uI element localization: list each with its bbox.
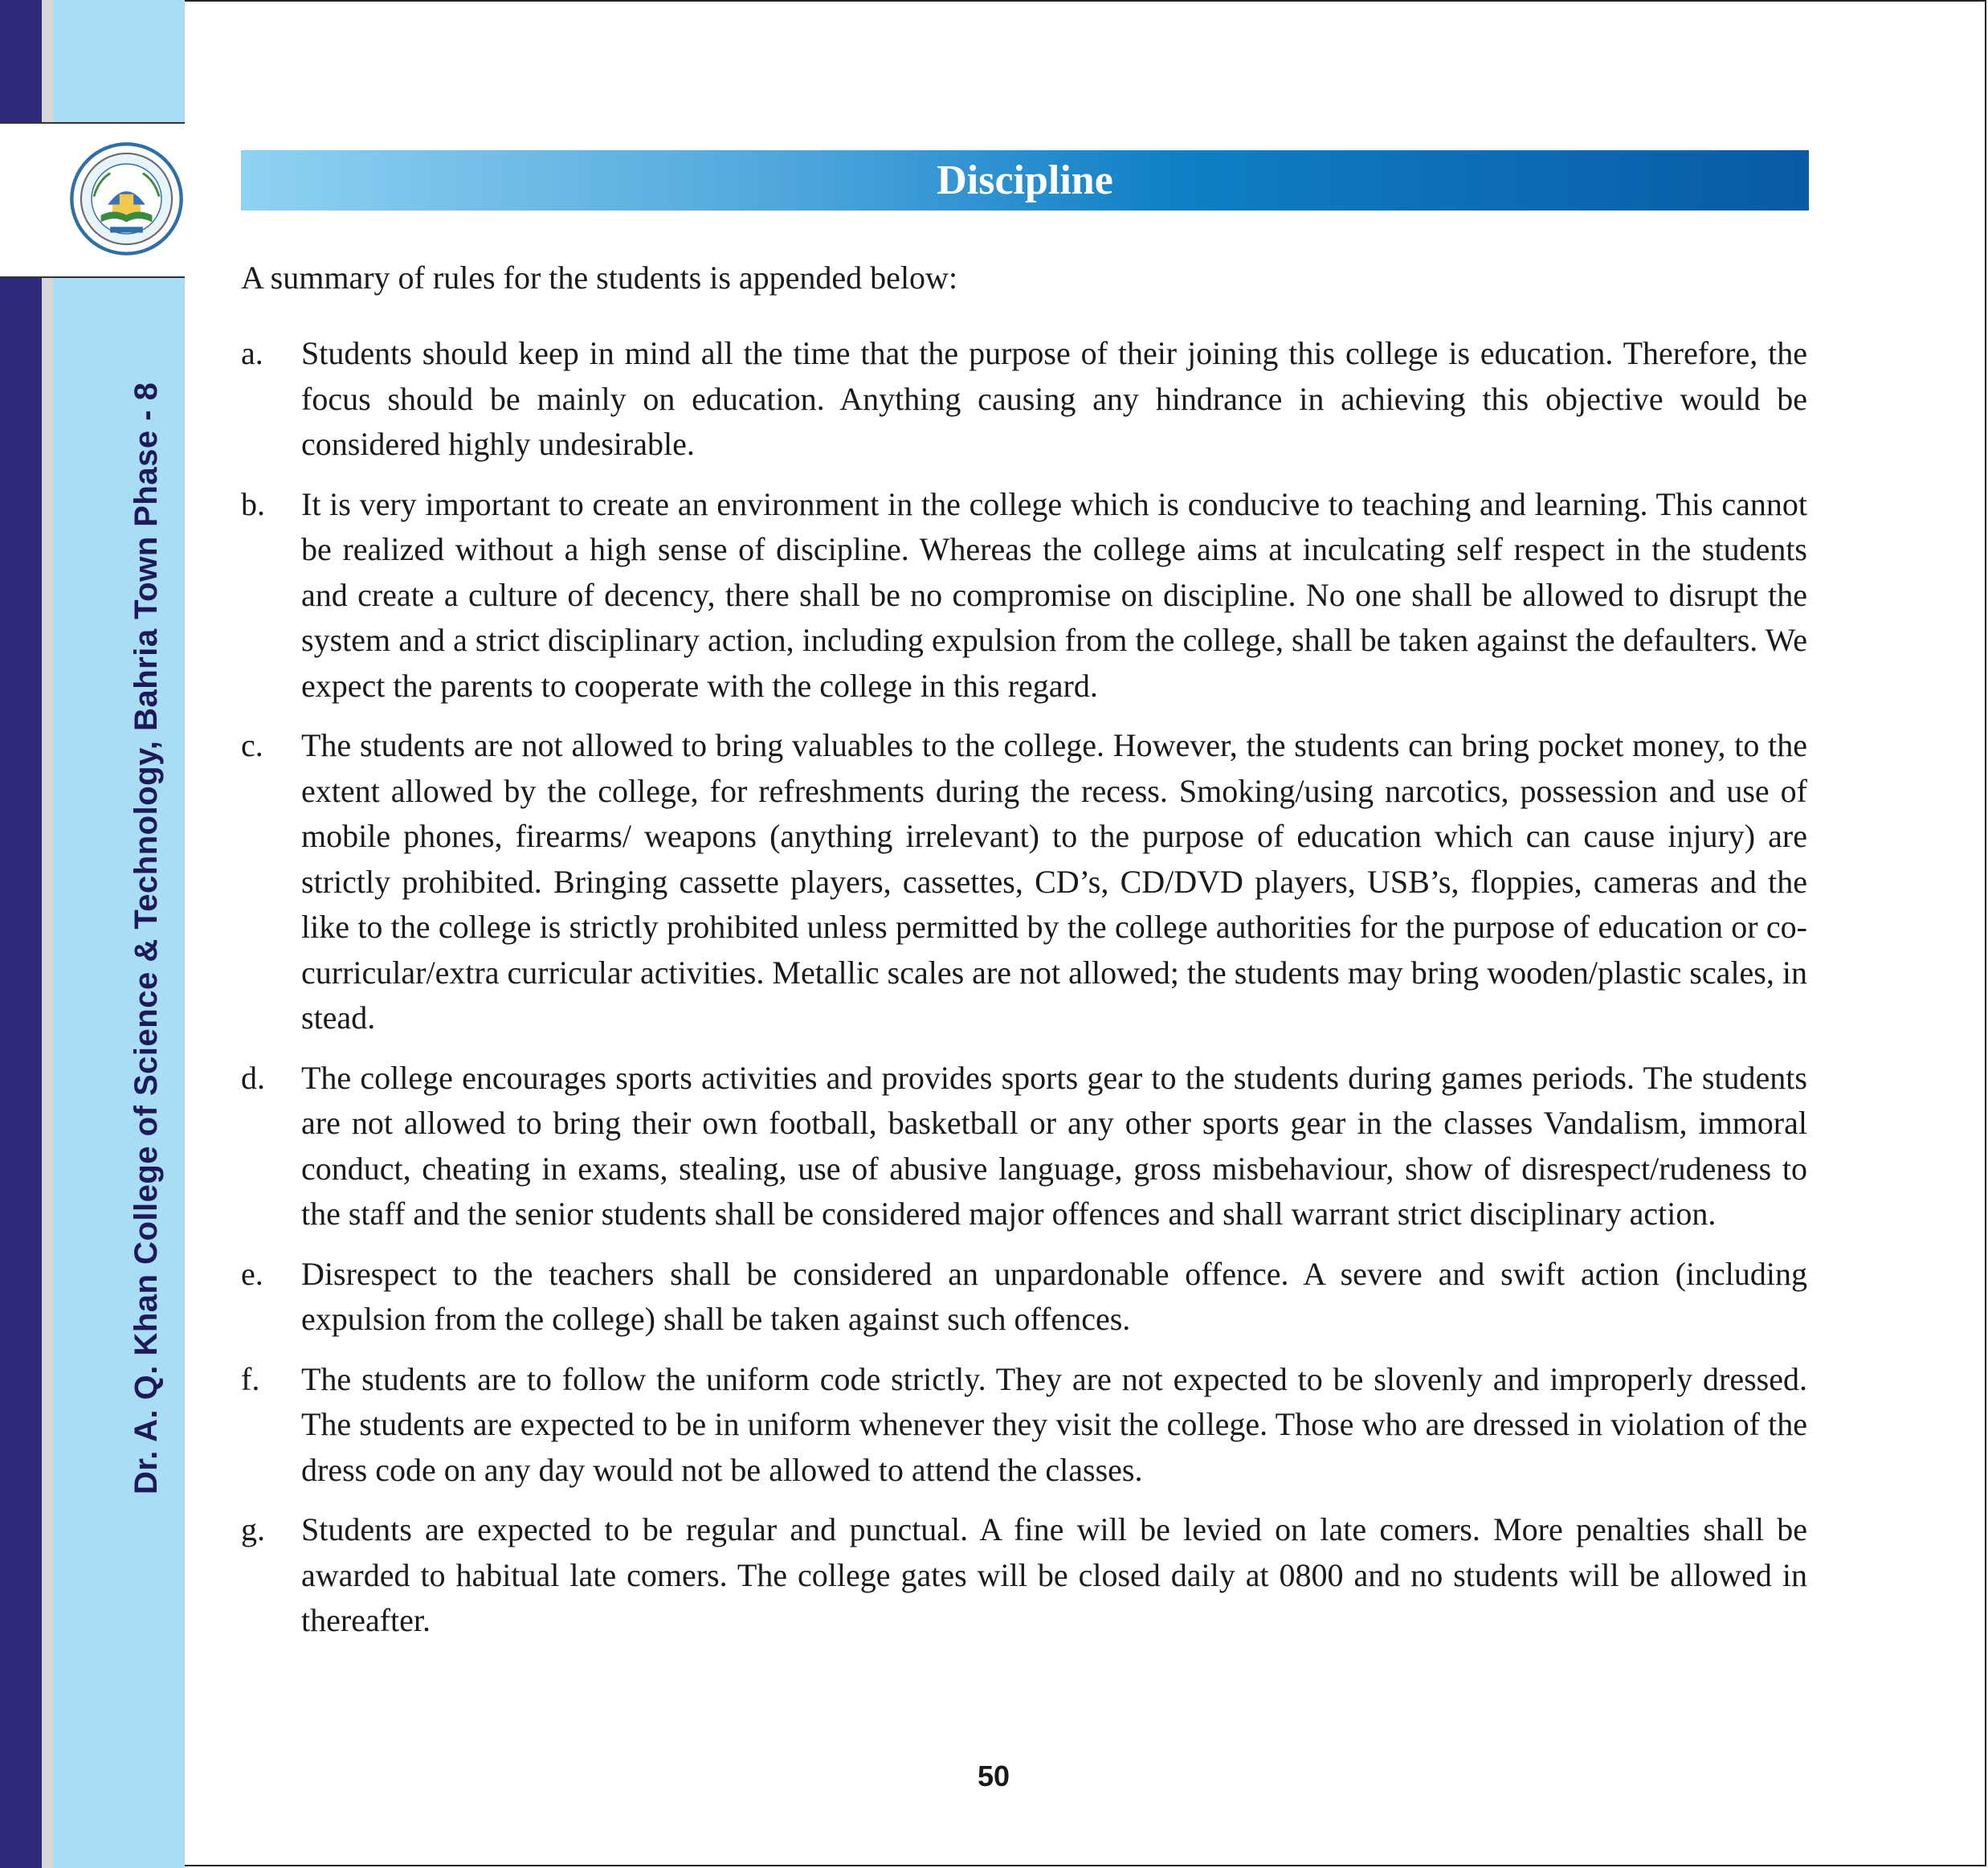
rule-marker: g. [241, 1511, 265, 1547]
rule-text: It is very important to create an environment in the college which is conducive to teaching and learning. This cannot be realized without a high sense of discipline. Whereas the college aims at inculcating self respect in the students and create a culture of decency, there shall be no compromise on discipline. No one shall be allowed to disrupt the system and a strict disciplinary action, including expulsion from the college, shall be taken against the defaulters. We expect the parents to cooperate with the college in this regard. [301, 485, 1807, 704]
rule-text: The students are not allowed to bring valuables to the college. However, the students can bring pocket money, to the extent allowed by the college, for refreshments during the recess. Smoking/using narcotics, possession and use of mobile phones, firearms/ weapons (anything irrelevant) to the purpose of education which can cause injury) are strictly prohibited. Bringing cassette players, cassettes, CD’s, CD/DVD players, USB’s, floppies, cameras and the like to the college is strictly prohibited unless permitted by the college authorities for the purpose of education or co-curricular/extra curricular activities. Metallic scales are not allowed; the students may bring wooden/plastic scales, in stead. [301, 727, 1807, 1036]
intro-text: A summary of rules for the students is appended below: [241, 260, 958, 296]
rule-text: Students should keep in mind all the time that the purpose of their joining this college is education. Therefore, the focus should be mainly on education. Anything causing any hindrance in achieving this objective would be considered highly undesirable. [301, 335, 1807, 462]
rule-marker: f. [241, 1360, 260, 1397]
rule-item-e [241, 1252, 1807, 1343]
rule-item-a [241, 331, 1807, 468]
college-name-vertical [130, 382, 162, 1494]
rule-text: Disrespect to the teachers shall be considered an unpardonable offence. A severe and swift action (including expulsion from the college) shall be taken against such offences. [301, 1255, 1807, 1337]
rule-marker: d. [241, 1059, 265, 1096]
rules-list [241, 331, 1807, 1658]
rule-item-c [241, 723, 1807, 1041]
rule-marker: b. [241, 485, 265, 522]
college-crest-icon [68, 141, 185, 257]
rule-text: Students are expected to be regular and punctual. A fine will be levied on late comers. More penalties shall be awarded to habitual late comers. The college gates will be closed daily at 0800 and no students will be allowed in thereafter. [301, 1511, 1807, 1638]
rule-item-b [241, 482, 1807, 709]
sidebar-navy-stripe [0, 0, 42, 1868]
rule-text: The students are to follow the uniform code strictly. They are not expected to be slovenly and improperly dressed. The students are expected to be in uniform whenever they visit the college. Those who are dressed in violation of the dress code on any day would not be allowed to attend the classes. [301, 1360, 1807, 1488]
title-banner [241, 150, 1809, 211]
sidebar-light-stripe [53, 0, 185, 1868]
sidebar-grey-stripe [42, 0, 53, 1868]
rule-item-g [241, 1507, 1807, 1644]
rule-text: The college encourages sports activities and provides sports gear to the students during games periods. The students are not allowed to bring their own football, basketball or any other sports gear in the classes Vandalism, immoral conduct, cheating in exams, stealing, use of abusive language, gross misbehaviour, show of disrespect/rudeness to the staff and the senior students shall be considered major offences and shall warrant strict disciplinary action. [301, 1059, 1807, 1232]
page-title: Discipline [937, 157, 1113, 203]
rule-marker: a. [241, 335, 263, 371]
page-number: 50 [977, 1760, 1010, 1792]
rule-item-d [241, 1056, 1807, 1237]
college-name-text: Dr. A. Q. Khan College of Science & Technology, Bahria Town Phase - 8 [129, 382, 164, 1494]
rule-marker: e. [241, 1255, 263, 1292]
rule-item-f [241, 1357, 1807, 1494]
rule-marker: c. [241, 727, 263, 763]
